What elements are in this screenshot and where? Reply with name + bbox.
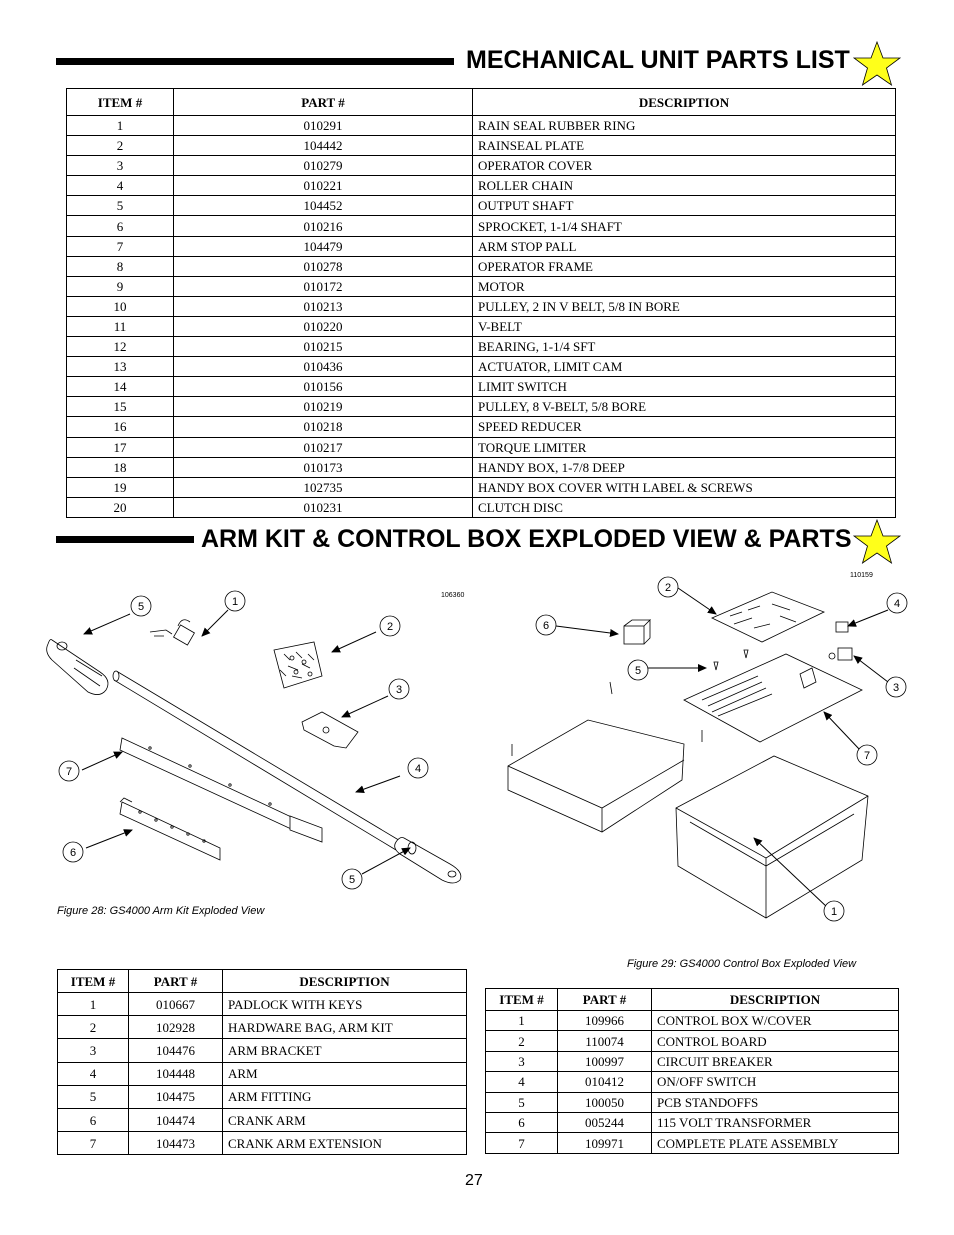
callout-7: 7 (65, 766, 73, 778)
description-cell: CLUTCH DISC (473, 497, 896, 517)
part-number-cell: 102735 (174, 477, 473, 497)
description-cell: OUTPUT SHAFT (473, 196, 896, 216)
callout-1: 1 (231, 596, 239, 608)
part-number-cell: 102928 (129, 1016, 223, 1039)
item-number-cell: 4 (67, 176, 174, 196)
part-number-cell: 010221 (174, 176, 473, 196)
description-cell: COMPLETE PLATE ASSEMBLY (652, 1133, 899, 1153)
description-cell: MOTOR (473, 276, 896, 296)
item-number-cell: 13 (67, 357, 174, 377)
table-row (67, 136, 896, 156)
part-number-cell: 010215 (174, 337, 473, 357)
table-row (58, 1062, 467, 1085)
description-cell: CIRCUIT BREAKER (652, 1051, 899, 1071)
item-number-cell: 7 (67, 236, 174, 256)
table-row (486, 1133, 899, 1153)
description-cell: ARM BRACKET (223, 1039, 467, 1062)
mechanical-parts-table (66, 88, 896, 518)
part-number-cell: 010436 (174, 357, 473, 377)
table-row (67, 417, 896, 437)
table-row (486, 1112, 899, 1132)
item-number-cell: 1 (58, 993, 129, 1016)
table-row (67, 397, 896, 417)
part-number-cell: 010231 (174, 497, 473, 517)
col-header-description: DESCRIPTION (652, 989, 899, 1011)
title-rule-left (56, 58, 454, 65)
callout-1: 1 (830, 906, 838, 918)
description-cell: PCB STANDOFFS (652, 1092, 899, 1112)
part-number-cell: 010172 (174, 276, 473, 296)
armkit-section-title: ARM KIT & CONTROL BOX EXPLODED VIEW & PARTS (201, 525, 852, 553)
description-cell: CRANK ARM EXTENSION (223, 1132, 467, 1155)
description-cell: V-BELT (473, 316, 896, 336)
callout-3: 3 (892, 682, 900, 694)
description-cell: ARM FITTING (223, 1085, 467, 1108)
item-number-cell: 8 (67, 256, 174, 276)
description-cell: OPERATOR FRAME (473, 256, 896, 276)
part-number-cell: 100050 (558, 1092, 652, 1112)
table-header-row (58, 970, 467, 993)
description-cell: HANDY BOX COVER WITH LABEL & SCREWS (473, 477, 896, 497)
table-row (67, 337, 896, 357)
item-number-cell: 4 (486, 1072, 558, 1092)
item-number-cell: 2 (58, 1016, 129, 1039)
description-cell: RAINSEAL PLATE (473, 136, 896, 156)
description-cell: RAIN SEAL RUBBER RING (473, 116, 896, 136)
description-cell: HARDWARE BAG, ARM KIT (223, 1016, 467, 1039)
table-row (67, 377, 896, 397)
fig28-caption: Figure 28: GS4000 Arm Kit Exploded View (57, 905, 265, 917)
part-number-cell: 104479 (174, 236, 473, 256)
fig29-drawing-code: 110159 (850, 572, 873, 579)
col-header-item: ITEM # (486, 989, 558, 1011)
star-icon (853, 40, 901, 88)
item-number-cell: 3 (67, 156, 174, 176)
mech-section-title: MECHANICAL UNIT PARTS LIST (466, 46, 850, 74)
title-rule-left-2 (56, 536, 194, 543)
part-number-cell: 010667 (129, 993, 223, 1016)
description-cell: SPEED REDUCER (473, 417, 896, 437)
arm-kit-parts-table (57, 969, 467, 1155)
table-row (486, 1051, 899, 1071)
table-row (67, 477, 896, 497)
table-row (67, 236, 896, 256)
part-number-cell: 109971 (558, 1133, 652, 1153)
item-number-cell: 16 (67, 417, 174, 437)
item-number-cell: 5 (67, 196, 174, 216)
item-number-cell: 11 (67, 316, 174, 336)
item-number-cell: 20 (67, 497, 174, 517)
description-cell: CONTROL BOARD (652, 1031, 899, 1051)
item-number-cell: 4 (58, 1062, 129, 1085)
col-header-description: DESCRIPTION (223, 970, 467, 993)
description-cell: OPERATOR COVER (473, 156, 896, 176)
item-number-cell: 17 (67, 437, 174, 457)
fig28-drawing-code: 106360 (441, 592, 465, 599)
table-header-row (486, 989, 899, 1011)
description-cell: ACTUATOR, LIMIT CAM (473, 357, 896, 377)
description-cell: 115 VOLT TRANSFORMER (652, 1112, 899, 1132)
item-number-cell: 7 (486, 1133, 558, 1153)
part-number-cell: 010220 (174, 316, 473, 336)
table-row (58, 1039, 467, 1062)
table-row (486, 1031, 899, 1051)
callout-5: 5 (634, 665, 642, 677)
table-row (67, 296, 896, 316)
description-cell: PADLOCK WITH KEYS (223, 993, 467, 1016)
part-number-cell: 109966 (558, 1011, 652, 1031)
item-number-cell: 1 (486, 1011, 558, 1031)
callout-2: 2 (386, 621, 394, 633)
col-header-part: PART # (558, 989, 652, 1011)
col-header-item: ITEM # (67, 89, 174, 116)
callout-2: 2 (664, 582, 672, 594)
description-cell: LIMIT SWITCH (473, 377, 896, 397)
part-number-cell: 010278 (174, 256, 473, 276)
item-number-cell: 6 (486, 1112, 558, 1132)
description-cell: PULLEY, 8 V-BELT, 5/8 BORE (473, 397, 896, 417)
item-number-cell: 5 (486, 1092, 558, 1112)
table-row (67, 437, 896, 457)
description-cell: ROLLER CHAIN (473, 176, 896, 196)
col-header-description: DESCRIPTION (473, 89, 896, 116)
item-number-cell: 5 (58, 1085, 129, 1108)
table-row (67, 176, 896, 196)
table-row (58, 1132, 467, 1155)
page-number: 27 (465, 1172, 483, 1189)
control-box-exploded-drawing (490, 570, 920, 930)
description-cell: CRANK ARM (223, 1108, 467, 1131)
callout-5: 5 (137, 601, 145, 613)
item-number-cell: 6 (58, 1108, 129, 1131)
part-number-cell: 010412 (558, 1072, 652, 1092)
item-number-cell: 12 (67, 337, 174, 357)
col-header-part: PART # (129, 970, 223, 993)
part-number-cell: 010217 (174, 437, 473, 457)
table-row (67, 196, 896, 216)
table-header-row (67, 89, 896, 116)
callout-3: 3 (395, 684, 403, 696)
callout-4: 4 (893, 598, 901, 610)
item-number-cell: 3 (58, 1039, 129, 1062)
table-row (58, 1085, 467, 1108)
item-number-cell: 18 (67, 457, 174, 477)
item-number-cell: 9 (67, 276, 174, 296)
arm-kit-exploded-drawing (40, 580, 480, 900)
table-row (486, 1011, 899, 1031)
part-number-cell: 104474 (129, 1108, 223, 1131)
star-icon (853, 518, 901, 566)
table-row (67, 316, 896, 336)
table-row (67, 276, 896, 296)
description-cell: CONTROL BOX W/COVER (652, 1011, 899, 1031)
callout-7: 7 (863, 750, 871, 762)
item-number-cell: 6 (67, 216, 174, 236)
table-row (486, 1092, 899, 1112)
item-number-cell: 7 (58, 1132, 129, 1155)
description-cell: ON/OFF SWITCH (652, 1072, 899, 1092)
table-row (67, 116, 896, 136)
description-cell: HANDY BOX, 1-7/8 DEEP (473, 457, 896, 477)
part-number-cell: 010156 (174, 377, 473, 397)
item-number-cell: 14 (67, 377, 174, 397)
item-number-cell: 15 (67, 397, 174, 417)
part-number-cell: 104475 (129, 1085, 223, 1108)
table-row (58, 1108, 467, 1131)
description-cell: PULLEY, 2 IN V BELT, 5/8 IN BORE (473, 296, 896, 316)
table-row (67, 216, 896, 236)
item-number-cell: 19 (67, 477, 174, 497)
part-number-cell: 005244 (558, 1112, 652, 1132)
col-header-part: PART # (174, 89, 473, 116)
part-number-cell: 010218 (174, 417, 473, 437)
description-cell: SPROCKET, 1-1/4 SHAFT (473, 216, 896, 236)
part-number-cell: 104442 (174, 136, 473, 156)
table-row (67, 256, 896, 276)
callout-6: 6 (69, 847, 77, 859)
part-number-cell: 010213 (174, 296, 473, 316)
callout-6: 6 (542, 620, 550, 632)
part-number-cell: 010173 (174, 457, 473, 477)
part-number-cell: 104476 (129, 1039, 223, 1062)
description-cell: BEARING, 1-1/4 SFT (473, 337, 896, 357)
description-cell: TORQUE LIMITER (473, 437, 896, 457)
col-header-item: ITEM # (58, 970, 129, 993)
part-number-cell: 104452 (174, 196, 473, 216)
table-row (67, 497, 896, 517)
table-row (58, 1016, 467, 1039)
fig29-caption: Figure 29: GS4000 Control Box Exploded View (627, 958, 857, 970)
item-number-cell: 1 (67, 116, 174, 136)
table-row (67, 457, 896, 477)
part-number-cell: 100997 (558, 1051, 652, 1071)
control-box-parts-table (485, 988, 899, 1154)
item-number-cell: 10 (67, 296, 174, 316)
part-number-cell: 010291 (174, 116, 473, 136)
part-number-cell: 110074 (558, 1031, 652, 1051)
item-number-cell: 2 (486, 1031, 558, 1051)
description-cell: ARM (223, 1062, 467, 1085)
description-cell: ARM STOP PALL (473, 236, 896, 256)
callout-4: 4 (414, 763, 422, 775)
part-number-cell: 010279 (174, 156, 473, 176)
callout-5b: 5 (348, 874, 356, 886)
table-row (67, 156, 896, 176)
table-row (67, 357, 896, 377)
item-number-cell: 3 (486, 1051, 558, 1071)
part-number-cell: 104448 (129, 1062, 223, 1085)
part-number-cell: 104473 (129, 1132, 223, 1155)
part-number-cell: 010219 (174, 397, 473, 417)
table-row (486, 1072, 899, 1092)
item-number-cell: 2 (67, 136, 174, 156)
table-row (58, 993, 467, 1016)
part-number-cell: 010216 (174, 216, 473, 236)
